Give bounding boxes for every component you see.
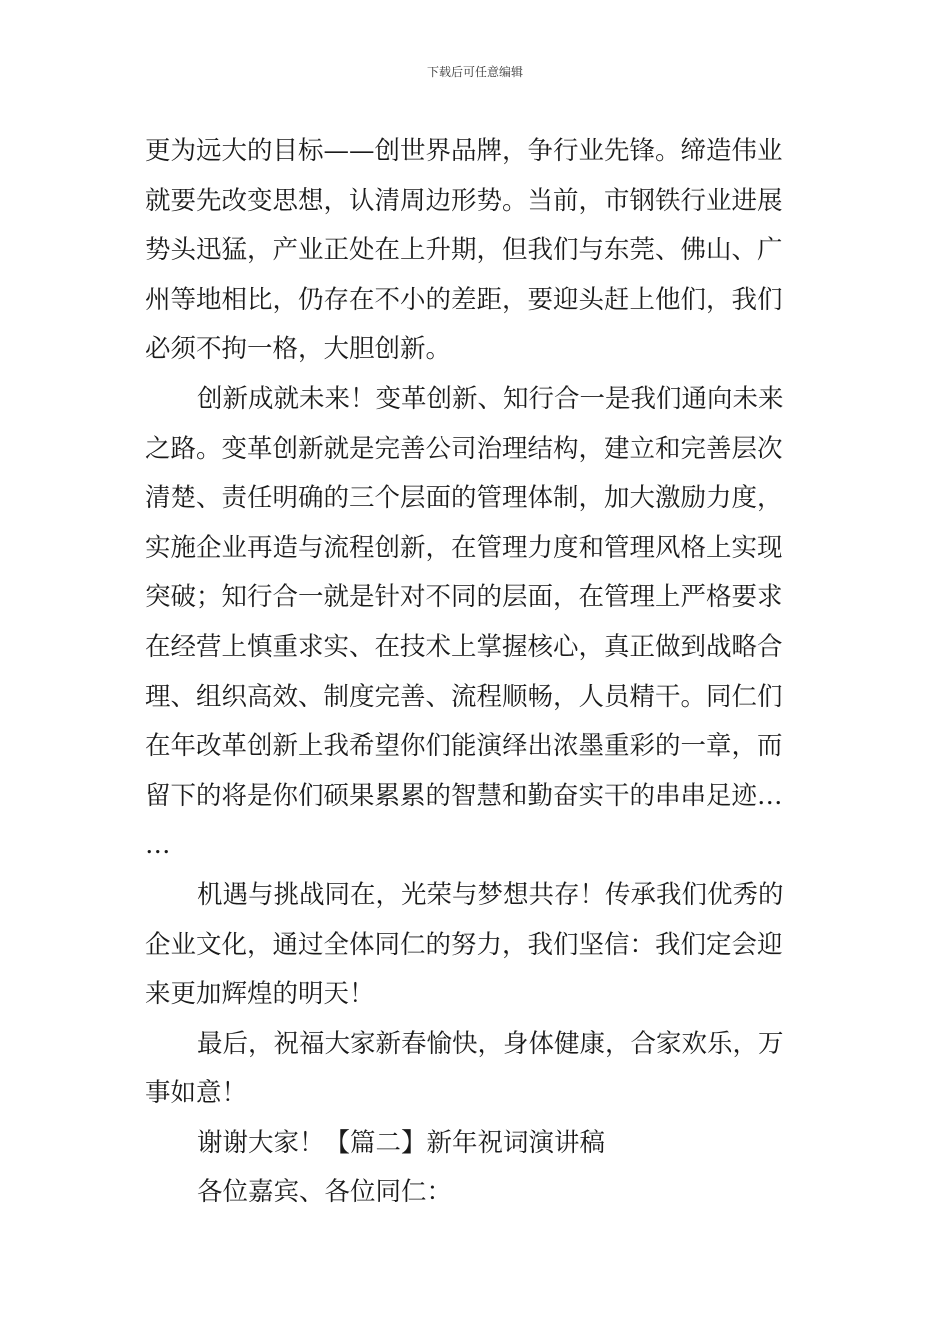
paragraph (145, 1020, 809, 1119)
text-line: 来更加辉煌的明天！ (145, 979, 375, 1010)
paragraph (145, 1119, 809, 1169)
text-line: 事如意！ (145, 1078, 248, 1109)
document-body (145, 127, 809, 1218)
paragraph (145, 1168, 809, 1218)
text-line: 最后，祝福大家新春愉快，身体健康，合家欢乐，万 (197, 1028, 784, 1059)
text-line: 势头迅猛，产业正处在上升期，但我们与东莞、佛山、广 (145, 235, 783, 266)
text-line: 理、组织高效、制度完善、流程顺畅，人员精干。同仁们 (145, 681, 783, 712)
text-line: 机遇与挑战同在，光荣与梦想共存！传承我们优秀的 (197, 879, 784, 910)
text-line: 州等地相比，仍存在不小的差距，要迎头赶上他们，我们 (145, 284, 783, 315)
text-line: 更为远大的目标——创世界品牌，争行业先锋。缔造伟业 (145, 136, 783, 166)
paragraph (145, 127, 809, 375)
text-line: 突破；知行合一就是针对不同的层面，在管理上严格要求 (145, 582, 783, 613)
text-line: 在经营上慎重求实、在技术上掌握核心，真正做到战略合 (145, 631, 783, 662)
paragraph (145, 871, 809, 1020)
text-line: 之路。变革创新就是完善公司治理结构，建立和完善层次 (145, 433, 783, 464)
text-line: 创新成就未来！变革创新、知行合一是我们通向未来 (197, 383, 784, 414)
text-line: 清楚、责任明确的三个层面的管理体制，加大激励力度， (145, 483, 783, 514)
text-line: 谢谢大家！【篇二】新年祝词演讲稿 (197, 1127, 606, 1158)
text-line: 留下的将是你们硕果累累的智慧和勤奋实干的串串足迹… (145, 780, 783, 811)
text-line: … (145, 830, 171, 861)
text-line: 在年改革创新上我希望你们能演绎出浓墨重彩的一章，而 (145, 731, 783, 762)
text-line: 就要先改变思想，认清周边形势。当前，市钢铁行业进展 (145, 185, 783, 216)
page-header: 下载后可任意编辑 (426, 65, 523, 79)
text-line: 实施企业再造与流程创新，在管理力度和管理风格上实现 (145, 532, 783, 563)
text-line: 必须不拘一格，大胆创新。 (145, 334, 452, 365)
text-line: 企业文化，通过全体同仁的努力，我们坚信：我们定会迎 (145, 929, 783, 960)
text-line: 各位嘉宾、各位同仁： (197, 1177, 453, 1208)
paragraph (145, 375, 809, 871)
